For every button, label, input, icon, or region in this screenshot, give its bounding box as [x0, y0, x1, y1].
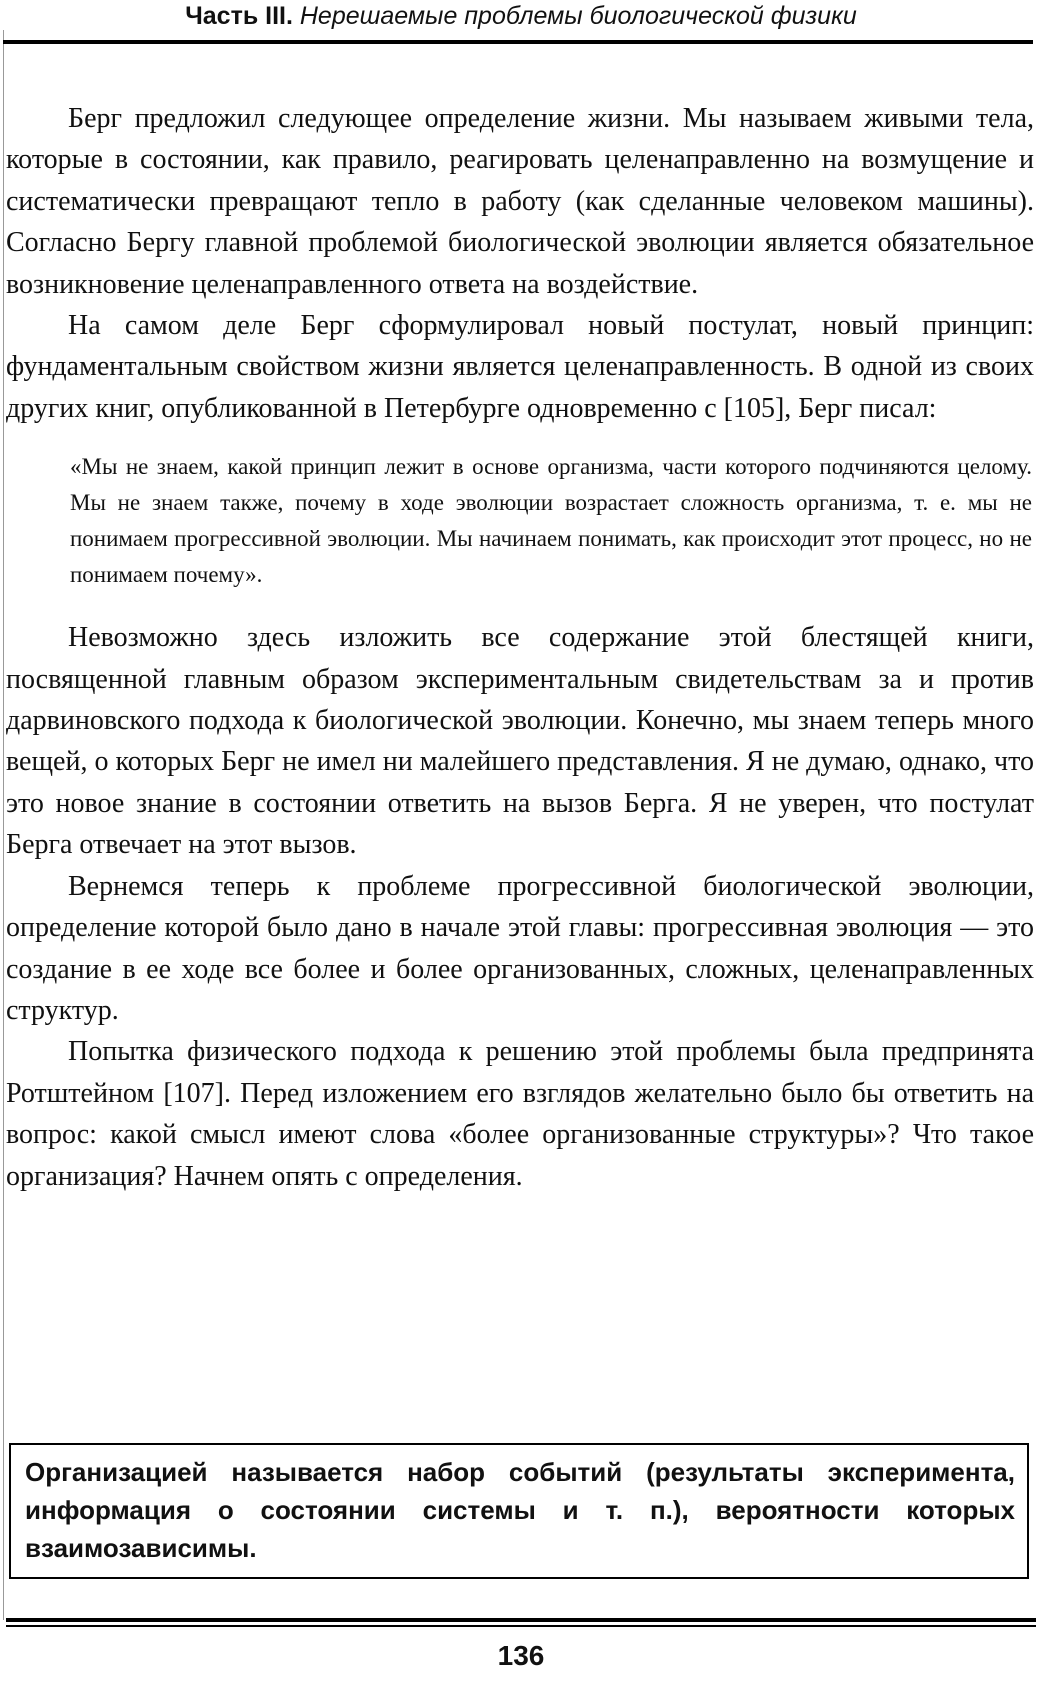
page-number: 136	[497, 1640, 545, 1671]
footer-rule-thick	[6, 1618, 1036, 1622]
header-part: Часть III.	[185, 2, 293, 30]
block-quote: «Мы не знаем, какой принцип лежит в основе организма, части которого подчиняются целому. Мы не знаем также, почему в ходе эволюции возрастает сложность организма, т. е. мы не понимаем прогрессивной эволюции. Мы начинаем понимать, как происходит этот процесс, но не понимаем почему».	[70, 454, 1032, 588]
main-text	[6, 98, 1034, 1197]
paragraph: Берг предложил следующее определение жизни. Мы называем живыми тела, которые в состоянии, как правило, реагировать целенаправленно на возмущение и систематически превращают тепло в работу (как сделанные человеком машины). Согласно Бергу главной проблемой биологической эволюции является обязательное возникновение целенаправленного ответа на воздействие.	[6, 103, 1034, 300]
footer-rule-thin	[6, 1625, 1036, 1627]
paragraph: Вернемся теперь к проблеме прогрессивной биологической эволюции, определение которой было дано в начале этой главы: прогрессивная эволюция — это создание в ее ходе все более и более организованных, сложных, целенаправленных структур.	[6, 870, 1034, 1026]
header-rule	[3, 40, 1033, 44]
paragraph: Попытка физического подхода к решению этой проблемы была предпринята Ротштейном [107]. Перед изложением его взглядов желательно было бы ответить на вопрос: какой смысл имеют слова «более организованные структуры»? Что такое организация? Начнем опять с определения.	[6, 1036, 1034, 1192]
running-header	[0, 2, 1042, 30]
paragraph: На самом деле Берг сформулировал новый постулат, новый принцип: фундаментальным свойством жизни является целенаправленность. В одной из своих других книг, опубликованной в Петербурге одновременно с [105], Берг писал:	[6, 310, 1034, 424]
left-margin-line	[3, 30, 4, 1620]
paragraph: Невозможно здесь изложить все содержание этой блестящей книги, посвященной главным образом экспериментальным свидетельствам за и против дарвиновского подхода к биологической эволюции. Конечно, мы знаем теперь много вещей, о которых Берг не имел ни малейшего представления. Я не думаю, однако, что это новое знание в состоянии ответить на вызов Берга. Я не уверен, что постулат Берга отвечает на этот вызов.	[6, 622, 1034, 861]
definition-box: Организацией называется набор событий (результаты эксперимента, информация о состоянии системы и т. п.), вероятности которых взаимозависимы.	[9, 1443, 1029, 1579]
header-title: Нерешаемые проблемы биологической физики	[299, 2, 857, 30]
